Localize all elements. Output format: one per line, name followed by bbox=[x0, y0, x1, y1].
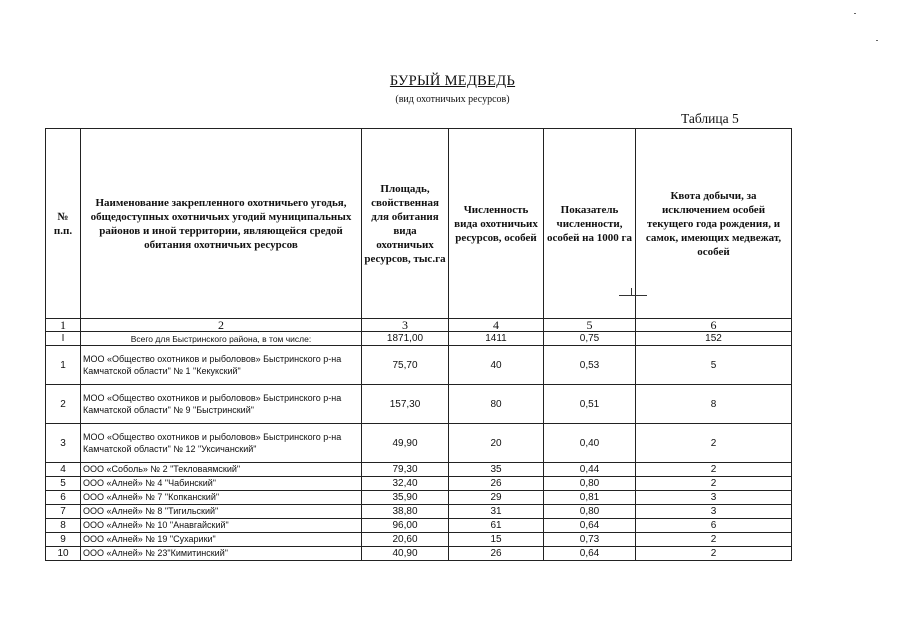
cell-count: 15 bbox=[449, 533, 544, 547]
total-row bbox=[46, 332, 792, 346]
total-count: 1411 bbox=[449, 332, 544, 346]
cell-area: 49,90 bbox=[362, 424, 449, 463]
cell-count: 40 bbox=[449, 346, 544, 385]
header-quota: Квота добычи, за исключением особей текущего года рождения, и самок, имеющих медвежат, особей bbox=[636, 129, 792, 319]
total-quota: 152 bbox=[636, 332, 792, 346]
cell-num: 7 bbox=[46, 505, 81, 519]
cell-quota: 2 bbox=[636, 547, 792, 561]
cell-name: МОО «Общество охотников и рыболовов» Быстринского р-на Камчатской области" № 1 "Кекукский" bbox=[81, 346, 362, 385]
cell-density: 0,80 bbox=[544, 505, 636, 519]
cell-quota: 2 bbox=[636, 424, 792, 463]
cell-area: 32,40 bbox=[362, 477, 449, 491]
header-num: № п.п. bbox=[46, 129, 81, 319]
table-row bbox=[46, 477, 792, 491]
total-area: 1871,00 bbox=[362, 332, 449, 346]
cell-area: 75,70 bbox=[362, 346, 449, 385]
cell-density: 0,64 bbox=[544, 519, 636, 533]
document-subtitle: (вид охотничьих ресурсов) bbox=[395, 94, 510, 105]
cell-name: ООО «Алней» № 10 "Анавгайский" bbox=[81, 519, 362, 533]
cell-density: 0,80 bbox=[544, 477, 636, 491]
header-area: Площадь, свойственная для обитания вида охотничьих ресурсов, тыс.га bbox=[362, 129, 449, 319]
cell-num: 3 bbox=[46, 424, 81, 463]
column-number: 5 bbox=[544, 319, 636, 332]
cell-density: 0,51 bbox=[544, 385, 636, 424]
cell-density: 0,44 bbox=[544, 463, 636, 477]
cell-count: 20 bbox=[449, 424, 544, 463]
scan-speck bbox=[854, 13, 856, 14]
table-caption: Таблица 5 bbox=[681, 111, 739, 126]
cell-count: 26 bbox=[449, 547, 544, 561]
cell-num: 5 bbox=[46, 477, 81, 491]
cell-num: 10 bbox=[46, 547, 81, 561]
cell-density: 0,81 bbox=[544, 491, 636, 505]
cell-quota: 3 bbox=[636, 491, 792, 505]
cell-name: ООО «Соболь» № 2 "Текловаямский" bbox=[81, 463, 362, 477]
cell-count: 80 bbox=[449, 385, 544, 424]
table-row bbox=[46, 505, 792, 519]
cell-num: 2 bbox=[46, 385, 81, 424]
table-row bbox=[46, 547, 792, 561]
cell-num: 6 bbox=[46, 491, 81, 505]
cell-count: 29 bbox=[449, 491, 544, 505]
cell-density: 0,53 bbox=[544, 346, 636, 385]
cell-count: 26 bbox=[449, 477, 544, 491]
header-row bbox=[46, 129, 792, 319]
table-row bbox=[46, 491, 792, 505]
column-number: 3 bbox=[362, 319, 449, 332]
column-number-row bbox=[46, 319, 792, 332]
table-row bbox=[46, 463, 792, 477]
total-name: Всего для Быстринского района, в том числе: bbox=[81, 332, 362, 346]
cell-name: МОО «Общество охотников и рыболовов» Быстринского р-на Камчатской области" № 12 "Уксичанский" bbox=[81, 424, 362, 463]
cell-quota: 5 bbox=[636, 346, 792, 385]
table-row bbox=[46, 519, 792, 533]
header-name: Наименование закрепленного охотничьего угодья, общедоступных охотничьих угодий муниципальных районов и иной территории, являющейся средой обитания охотничьих ресурсов bbox=[81, 129, 362, 319]
cell-area: 79,30 bbox=[362, 463, 449, 477]
cell-quota: 2 bbox=[636, 533, 792, 547]
table-row bbox=[46, 385, 792, 424]
cell-num: 4 bbox=[46, 463, 81, 477]
cell-num: 8 bbox=[46, 519, 81, 533]
scan-speck bbox=[876, 40, 878, 41]
cell-density: 0,73 bbox=[544, 533, 636, 547]
cell-name: МОО «Общество охотников и рыболовов» Быстринского р-на Камчатской области" № 9 "Быстринский" bbox=[81, 385, 362, 424]
column-number: 1 bbox=[46, 319, 81, 332]
cell-count: 61 bbox=[449, 519, 544, 533]
cell-num: 1 bbox=[46, 346, 81, 385]
cell-quota: 8 bbox=[636, 385, 792, 424]
total-num: I bbox=[46, 332, 81, 346]
header-density: Показатель численности, особей на 1000 га bbox=[544, 129, 636, 319]
quota-table bbox=[45, 128, 792, 561]
cell-area: 40,90 bbox=[362, 547, 449, 561]
cell-num: 9 bbox=[46, 533, 81, 547]
cell-area: 157,30 bbox=[362, 385, 449, 424]
table-row bbox=[46, 424, 792, 463]
cell-area: 20,60 bbox=[362, 533, 449, 547]
cell-count: 31 bbox=[449, 505, 544, 519]
cell-area: 38,80 bbox=[362, 505, 449, 519]
cell-name: ООО «Алней» № 8 "Тигильский" bbox=[81, 505, 362, 519]
cell-name: ООО «Алней» № 23"Кимитинский" bbox=[81, 547, 362, 561]
cell-count: 35 bbox=[449, 463, 544, 477]
cell-area: 96,00 bbox=[362, 519, 449, 533]
column-number: 2 bbox=[81, 319, 362, 332]
cell-name: ООО «Алней» № 19 "Сухарики" bbox=[81, 533, 362, 547]
pen-mark bbox=[631, 288, 632, 296]
cell-quota: 3 bbox=[636, 505, 792, 519]
cell-quota: 2 bbox=[636, 477, 792, 491]
table-row bbox=[46, 346, 792, 385]
pen-mark bbox=[619, 295, 647, 296]
cell-quota: 6 bbox=[636, 519, 792, 533]
cell-name: ООО «Алней» № 4 "Чабинский" bbox=[81, 477, 362, 491]
table-row bbox=[46, 533, 792, 547]
column-number: 4 bbox=[449, 319, 544, 332]
cell-density: 0,40 bbox=[544, 424, 636, 463]
cell-quota: 2 bbox=[636, 463, 792, 477]
column-number: 6 bbox=[636, 319, 792, 332]
total-density: 0,75 bbox=[544, 332, 636, 346]
header-count: Численность вида охотничьих ресурсов, особей bbox=[449, 129, 544, 319]
cell-area: 35,90 bbox=[362, 491, 449, 505]
document-title: БУРЫЙ МЕДВЕДЬ bbox=[389, 73, 516, 89]
cell-name: ООО «Алней» № 7 "Копканский" bbox=[81, 491, 362, 505]
cell-density: 0,64 bbox=[544, 547, 636, 561]
